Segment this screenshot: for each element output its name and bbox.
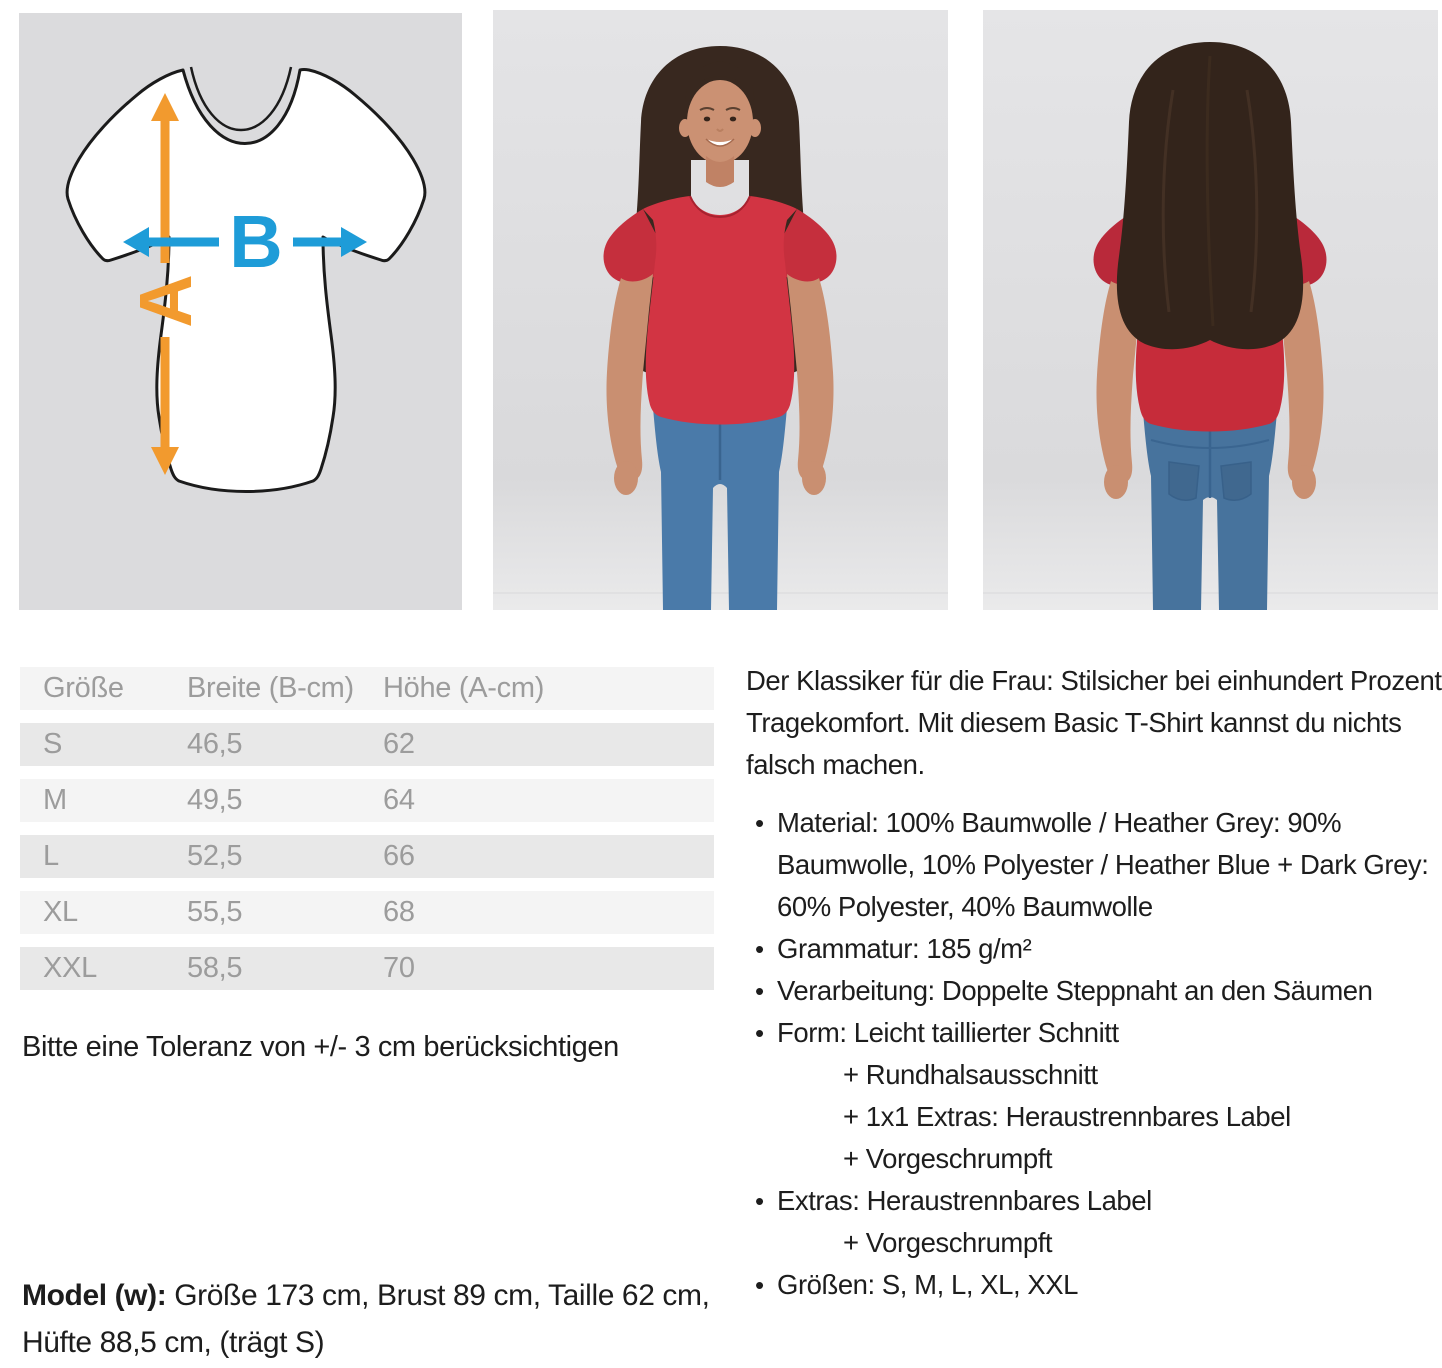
feature-text: Extras: Heraustrennbares Label xyxy=(777,1185,1152,1216)
model-info-line xyxy=(22,1272,722,1366)
size-cell: L xyxy=(43,840,59,872)
feature-list xyxy=(746,802,1442,1306)
hair-back-view xyxy=(1117,42,1303,349)
size-cell: XL xyxy=(43,896,78,928)
size-cell: XXL xyxy=(43,952,97,984)
model-front-photo xyxy=(493,10,948,610)
model-back-photo xyxy=(983,10,1438,610)
model-front-illustration xyxy=(493,10,948,610)
feature-form xyxy=(746,1012,1442,1180)
hand-left xyxy=(1104,465,1128,499)
description-intro: Der Klassiker für die Frau: Stilsicher bei einhundert Prozent Tragekomfort. Mit diesem Basic T-Shirt kannst du nichts falsch machen. xyxy=(746,665,1442,780)
feature-text: Grammatur: 185 g/m² xyxy=(777,933,1032,964)
model-info-label: Model (w): xyxy=(22,1279,167,1312)
width-cell: 49,5 xyxy=(187,784,243,816)
width-cell: 52,5 xyxy=(187,840,243,872)
pocket-right xyxy=(1221,462,1251,500)
width-cell: 58,5 xyxy=(187,952,243,984)
hand-right xyxy=(802,461,826,495)
face xyxy=(687,80,753,164)
width-cell: 46,5 xyxy=(187,728,243,760)
eye-right xyxy=(730,117,736,122)
height-cell: 62 xyxy=(383,728,415,760)
height-cell: 64 xyxy=(383,784,415,816)
tolerance-note: Bitte eine Toleranz von +/- 3 cm berücksichtigen xyxy=(22,1031,619,1063)
feature-text: Größen: S, M, L, XL, XXL xyxy=(777,1269,1078,1300)
model-back-illustration xyxy=(983,10,1438,610)
feature-subitem: + 1x1 Extras: Heraustrennbares Label xyxy=(843,1101,1291,1132)
size-table xyxy=(20,667,714,1003)
tshirt-front xyxy=(643,196,797,425)
hand-right xyxy=(1292,465,1316,499)
feature-verarbeitung xyxy=(746,970,1442,1012)
table-row-xxl xyxy=(20,947,714,990)
feature-grammatur xyxy=(746,928,1442,970)
size-diagram-illustration xyxy=(19,13,462,610)
feature-subitem: + Rundhalsausschnitt xyxy=(843,1059,1098,1090)
hand-left xyxy=(614,461,638,495)
feature-subitem: + Vorgeschrumpft xyxy=(843,1227,1053,1258)
size-diagram xyxy=(19,13,462,610)
feature-sizes xyxy=(746,1264,1442,1306)
eye-left xyxy=(704,117,710,122)
table-row-xl xyxy=(20,891,714,934)
feature-subitem: + Vorgeschrumpft xyxy=(843,1143,1053,1174)
column-header-width: Breite (B-cm) xyxy=(187,672,354,704)
diagram-label-a: A xyxy=(124,274,207,328)
feature-text: Form: Leicht taillierter Schnitt xyxy=(777,1017,1119,1048)
feature-extras xyxy=(746,1180,1442,1264)
diagram-label-b: B xyxy=(229,200,283,283)
size-cell: S xyxy=(43,728,63,760)
size-table-header-row xyxy=(20,667,714,710)
feature-text: Material: 100% Baumwolle / Heather Grey: 90% Baumwolle, 10% Polyester / Heather Blue + Dark Grey: 60% Polyester, 40% Baumwolle xyxy=(777,807,1429,922)
column-header-height: Höhe (A-cm) xyxy=(383,672,545,704)
feature-material xyxy=(746,802,1442,928)
height-cell: 70 xyxy=(383,952,415,984)
pocket-left xyxy=(1169,462,1199,500)
size-cell: M xyxy=(43,784,67,816)
product-description xyxy=(746,660,1442,1306)
table-row-m xyxy=(20,779,714,822)
model-info-details: Größe 173 cm, Brust 89 cm, Taille 62 cm, Hüfte 88,5 cm, (trägt S) xyxy=(22,1279,710,1359)
column-header-size: Größe xyxy=(43,672,124,704)
table-row-l xyxy=(20,835,714,878)
height-cell: 68 xyxy=(383,896,415,928)
feature-text: Verarbeitung: Doppelte Steppnaht an den Säumen xyxy=(777,975,1373,1006)
height-cell: 66 xyxy=(383,840,415,872)
table-row-s xyxy=(20,723,714,766)
width-cell: 55,5 xyxy=(187,896,243,928)
